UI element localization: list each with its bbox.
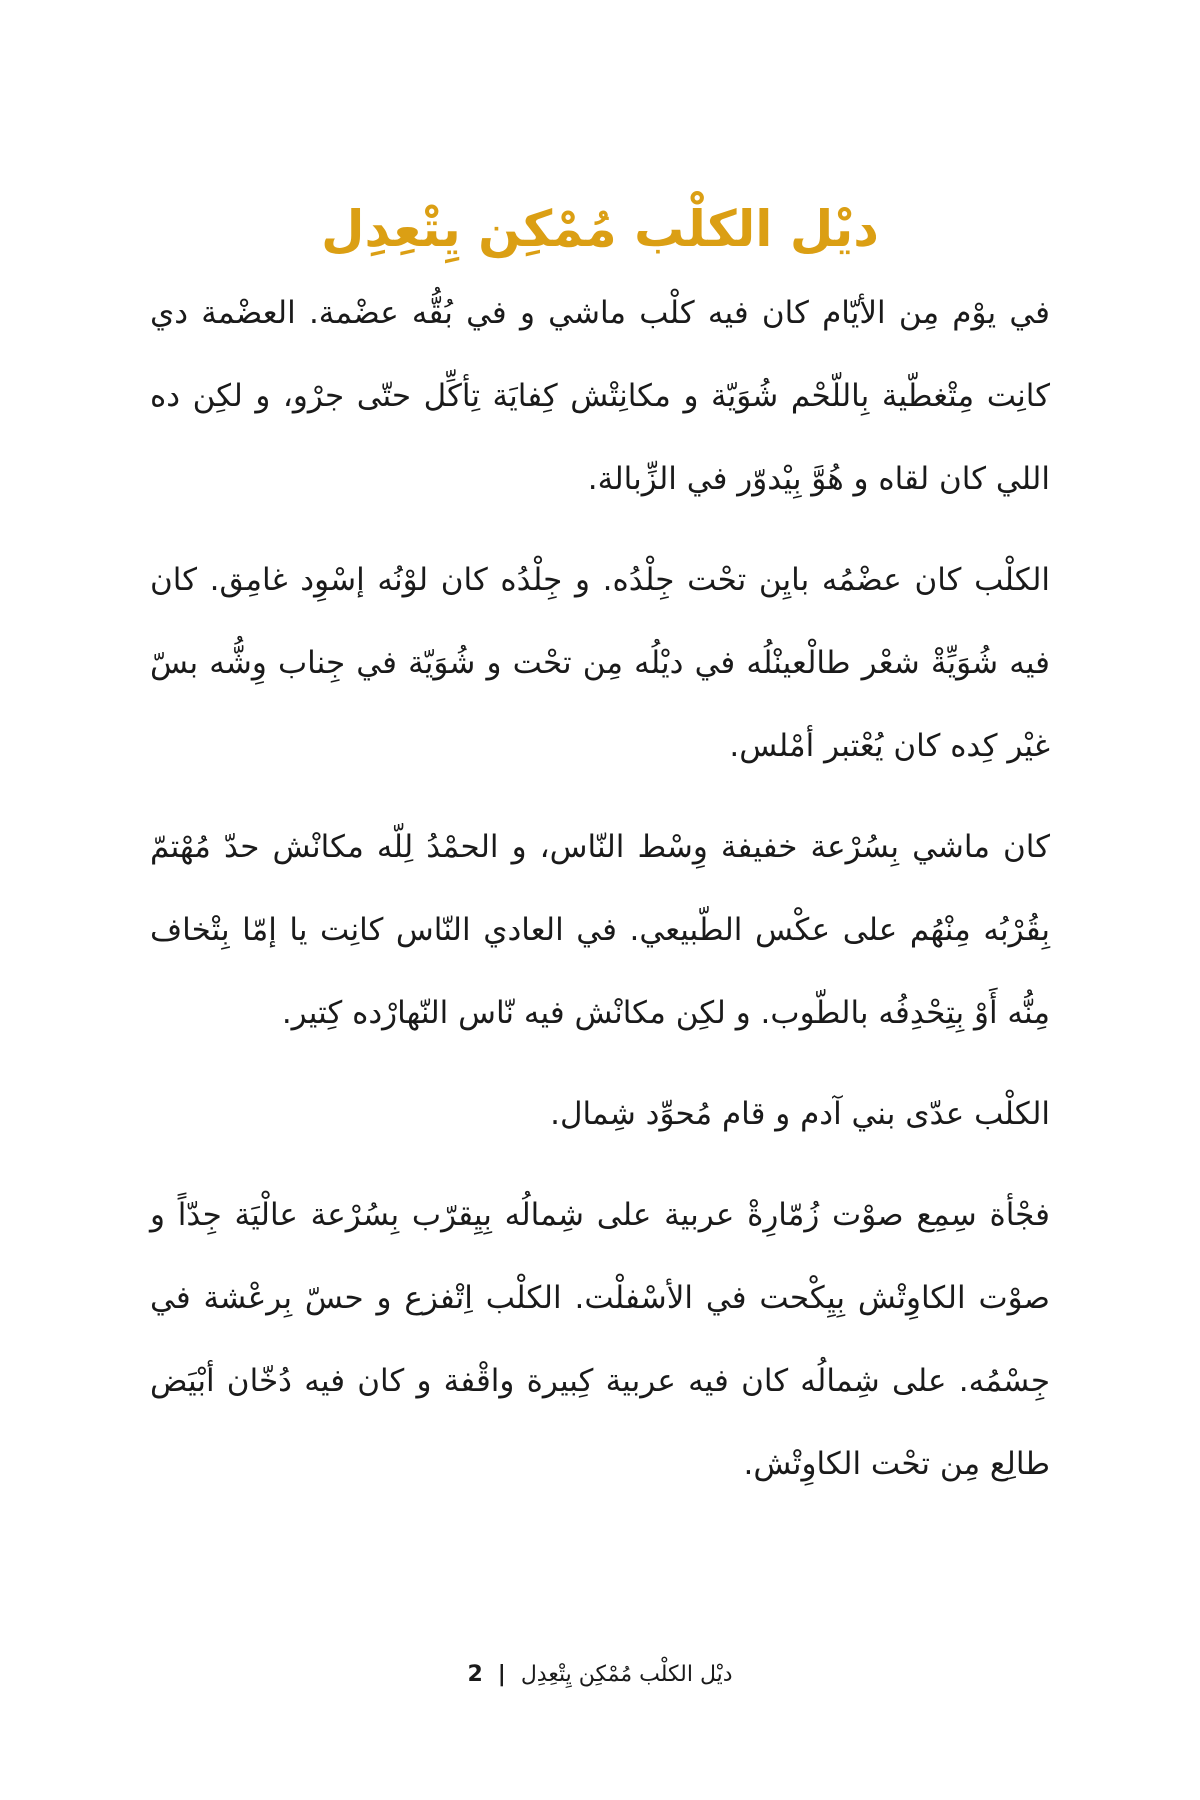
page-footer bbox=[0, 1650, 1200, 1700]
text-line: طالِع مِن تحْت الكاوِتْش. bbox=[743, 1446, 1050, 1482]
text-line: صوْت الكاوِتْش بِيِكْحت في الأسْفلْت. الكلْب اِتْفزع و حسّ بِرعْشة في bbox=[150, 1280, 1050, 1316]
story-body bbox=[150, 272, 1050, 1524]
text-line: كانِت مِتْغطّية بِاللّحْم شُوَيّة و مكانِتْش كِفايَة تِأكِّل حتّى جرْو، و لكِن ده bbox=[150, 378, 1050, 414]
text-line: فيه شُوَيِّةْ شعْر طالْعينْلُه في ديْلُه مِن تحْت و شُوَيّة في جِناب وِشُّه بسّ bbox=[150, 645, 1050, 681]
text-line: بِقُرْبُه مِنْهُم على عكْس الطّبيعي. في العادي النّاس كانِت يا إمّا بِتْخاف bbox=[150, 912, 1050, 948]
text-line: الكلْب كان عضْمُه بايِن تحْت جِلْدُه. و جِلْدُه كان لوْنُه إسْوِد غامِق. كان bbox=[150, 562, 1050, 598]
text-line: كان ماشي بِسُرْعة خفيفة وِسْط النّاس، و الحمْدُ لِلّه مكانْش حدّ مُهْتمّ bbox=[150, 829, 1050, 865]
footer-title: ديْل الكلْب مُمْكِن يِتْعِدِل bbox=[520, 1662, 733, 1687]
text-line: فجْأة سِمِع صوْت زُمّارِةْ عربية على شِمالُه بِيِقرّب بِسُرْعة عالْيَة جِدّاً و bbox=[150, 1197, 1050, 1233]
paragraph-2 bbox=[150, 539, 1050, 788]
paragraph-1 bbox=[150, 272, 1050, 521]
footer-separator: | bbox=[497, 1662, 506, 1687]
paragraph-3 bbox=[150, 806, 1050, 1055]
paragraph-5 bbox=[150, 1174, 1050, 1506]
page-number: 2 bbox=[467, 1662, 483, 1687]
text-line: في يوْم مِن الأيّام كان فيه كلْب ماشي و في بُقُّه عضْمة. العضْمة دي bbox=[150, 295, 1050, 331]
text-line: اللي كان لقاه و هُوَّ بِيْدوّر في الزِّبالة. bbox=[587, 461, 1050, 497]
text-line: جِسْمُه. على شِمالُه كان فيه عربية كِبيرة واقْفة و كان فيه دُخّان أبْيَض bbox=[150, 1363, 1050, 1399]
text-line: الكلْب عدّى بني آدم و قام مُحوِّد شِمال. bbox=[550, 1096, 1050, 1132]
paragraph-4 bbox=[150, 1073, 1050, 1156]
page-title: ديْل الكلْب مُمْكِن يِتْعِدِل bbox=[321, 199, 879, 258]
text-line: مِنُّه أَوْ بِتِحْدِفُه بالطّوب. و لكِن مكانْش فيه نّاس النّهارْده كِتير. bbox=[281, 995, 1050, 1031]
text-line: غيْر كِده كان يُعْتبر أمْلس. bbox=[729, 728, 1050, 764]
